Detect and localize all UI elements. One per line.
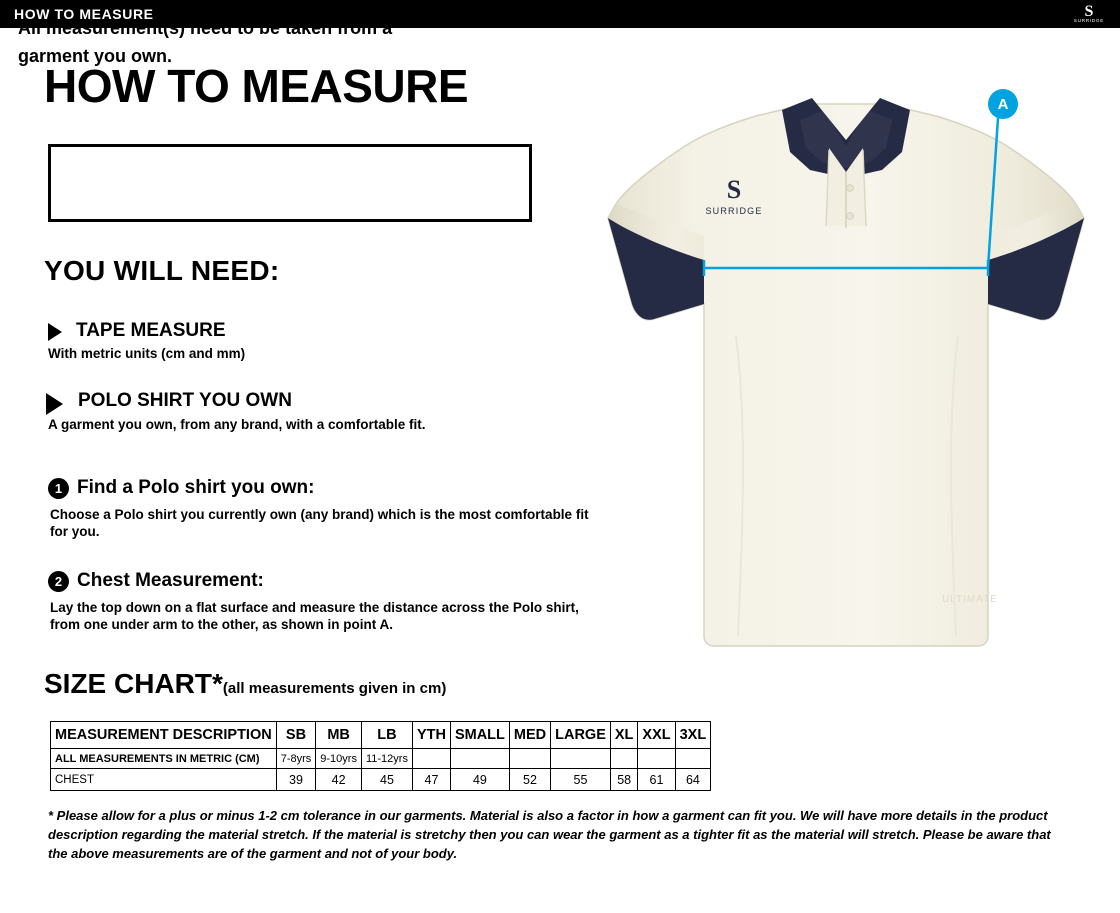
notice-box xyxy=(48,144,532,222)
size-chart-heading-text: SIZE CHART xyxy=(44,668,212,699)
table-row xyxy=(51,749,711,769)
table-row-label: ALL MEASUREMENTS IN METRIC (CM) xyxy=(51,749,277,769)
table-cell: 42 xyxy=(316,769,362,791)
table-header-cell: XXL xyxy=(638,722,675,749)
need-item-label: TAPE MEASURE xyxy=(76,320,226,341)
table-cell xyxy=(450,749,509,769)
table-header-cell: SB xyxy=(276,722,316,749)
table-header-cell: MEASUREMENT DESCRIPTION xyxy=(51,722,277,749)
table-cell xyxy=(412,749,450,769)
triangle-bullet-icon xyxy=(46,393,63,415)
step-title: Chest Measurement: xyxy=(77,570,264,591)
table-header-cell: XL xyxy=(610,722,638,749)
table-cell: 58 xyxy=(610,769,638,791)
table-cell: 45 xyxy=(361,769,412,791)
top-bar-title: HOW TO MEASURE xyxy=(14,6,154,22)
step-body: Choose a Polo shirt you currently own (any brand) which is the most comfortable fit for you. xyxy=(50,507,589,539)
triangle-bullet-icon xyxy=(48,323,62,341)
table-cell xyxy=(610,749,638,769)
table-cell xyxy=(509,749,550,769)
step-body: Lay the top down on a flat surface and measure the distance across the Polo shirt, from one under arm to the other, as shown in point A. xyxy=(50,600,579,632)
table-header-cell: LARGE xyxy=(551,722,611,749)
table-header-cell: YTH xyxy=(412,722,450,749)
step-number-badge: 2 xyxy=(48,571,69,592)
size-chart-subtext: (all measurements given in cm) xyxy=(222,680,447,697)
step-title: Find a Polo shirt you own: xyxy=(77,477,315,498)
hem-label: ULTIMATE xyxy=(942,594,998,605)
table-header-cell: LB xyxy=(361,722,412,749)
callout-badge-a: A xyxy=(988,89,1018,119)
table-row-label: CHEST xyxy=(51,769,277,791)
product-image-polo-shirt xyxy=(586,36,1106,656)
brand-logo-mark: S xyxy=(1084,2,1094,20)
need-item-tape-measure-sub: With metric units (cm and mm) xyxy=(48,346,246,361)
table-cell: 9-10yrs xyxy=(316,749,362,769)
need-item-polo-shirt-sub: A garment you own, from any brand, with a comfortable fit. xyxy=(48,417,426,432)
you-will-need-heading: YOU WILL NEED: xyxy=(44,255,280,286)
svg-text:S: S xyxy=(726,175,742,204)
size-chart-heading xyxy=(44,668,446,700)
table-cell xyxy=(675,749,711,769)
size-chart-table xyxy=(50,721,711,791)
table-header-cell: SMALL xyxy=(450,722,509,749)
table-cell: 11-12yrs xyxy=(361,749,412,769)
table-cell: 7-8yrs xyxy=(276,749,316,769)
table-cell: 39 xyxy=(276,769,316,791)
size-chart-asterisk: * xyxy=(212,668,223,699)
footnote: * Please allow for a plus or minus 1-2 cm tolerance in our garments. Material is also a factor in how a garment can fit you. We will have more details in the product description regarding the material stretch. If the material is stretchy then you can wear the garment as a tighter fit as the material will stretch. Please be aware that the above measurements are of the garment and not of your body. xyxy=(48,808,1051,861)
table-cell: 49 xyxy=(450,769,509,791)
step-number-badge: 1 xyxy=(48,478,69,499)
table-cell: 64 xyxy=(675,769,711,791)
table-cell xyxy=(551,749,611,769)
table-cell: 47 xyxy=(412,769,450,791)
svg-text:SURRIDGE: SURRIDGE xyxy=(705,206,763,216)
table-header-row xyxy=(51,722,711,749)
table-header-cell: MB xyxy=(316,722,362,749)
table-header-cell: MED xyxy=(509,722,550,749)
table-row xyxy=(51,769,711,791)
table-cell: 61 xyxy=(638,769,675,791)
table-cell xyxy=(638,749,675,769)
page-title: HOW TO MEASURE xyxy=(44,60,469,112)
table-header-cell: 3XL xyxy=(675,722,711,749)
table-cell: 52 xyxy=(509,769,550,791)
table-cell: 55 xyxy=(551,769,611,791)
need-item-label: POLO SHIRT YOU OWN xyxy=(78,390,292,411)
brand-logo-word: SURRIDGE xyxy=(1073,17,1105,23)
notice-text: All measurement(s) need to be taken from a garment you own. xyxy=(18,18,393,66)
brand-logo xyxy=(1066,1,1112,27)
